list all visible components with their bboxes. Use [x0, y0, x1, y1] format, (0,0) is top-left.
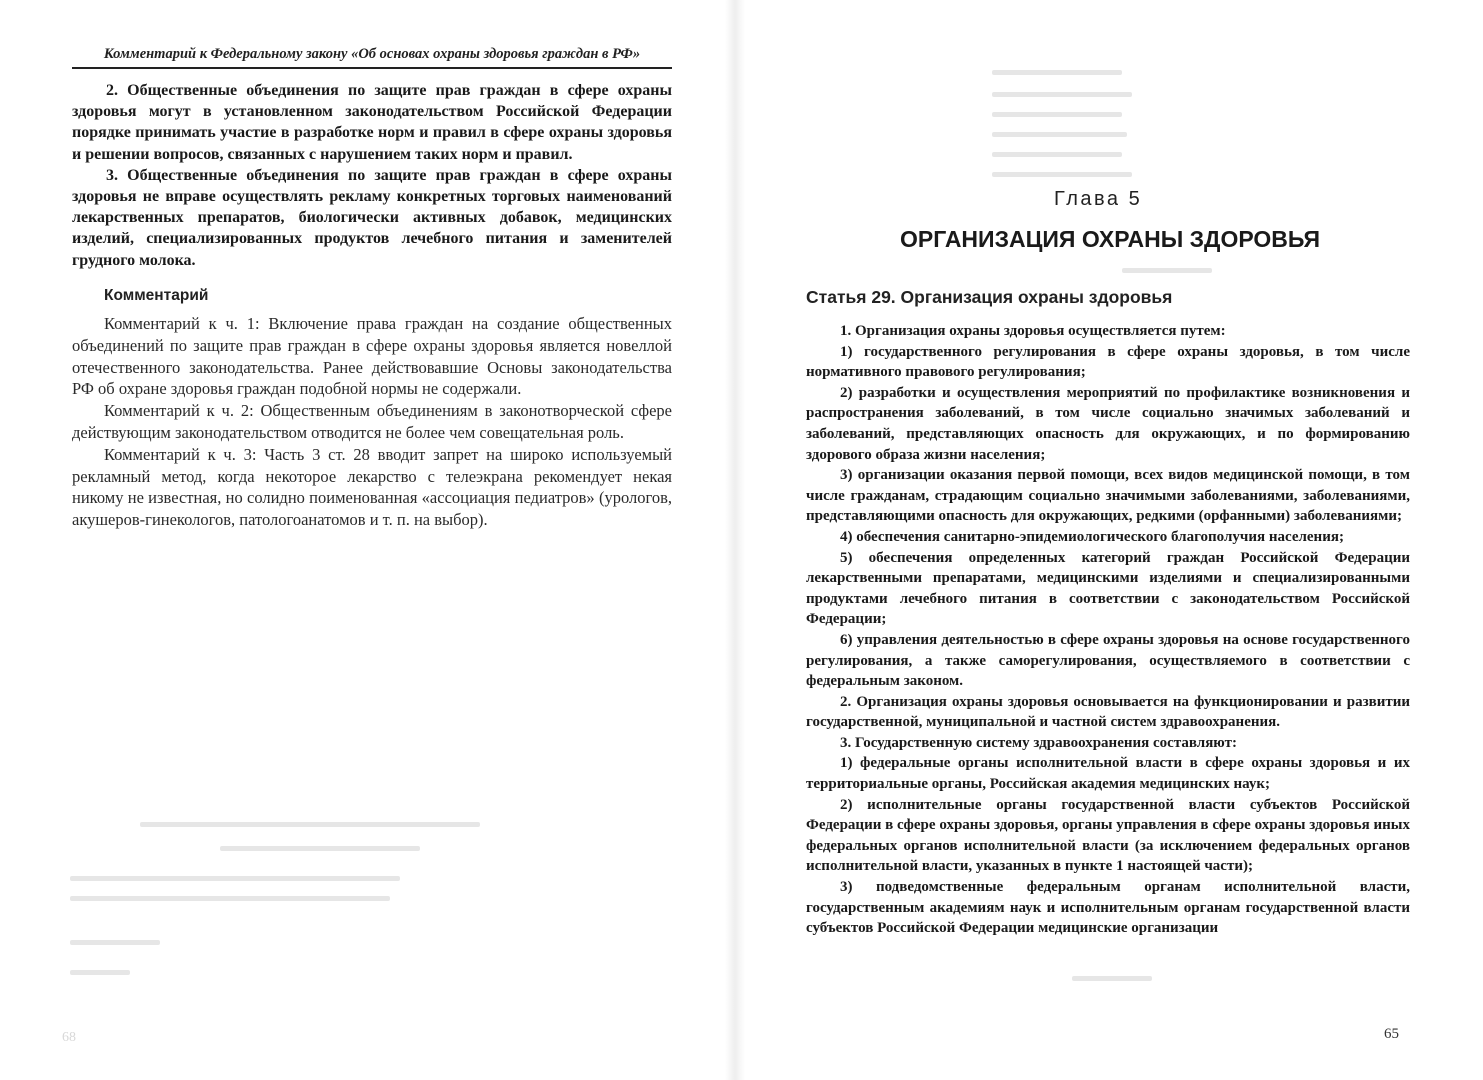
article-paragraph: 2) разработки и осуществления мероприятий по профилактике возникновения и распространения заболеваний, в том числе социально значимых заболеваний и заболеваний, представляющих опасность для окружающих, и по формированию здорового образа жизни населения;	[806, 384, 1410, 463]
bleed-line	[992, 112, 1122, 117]
bleed-line	[992, 132, 1127, 137]
article-paragraph: 1) государственного регулирования в сфере охраны здоровья, в том числе нормативного правового регулирования;	[806, 343, 1410, 381]
article-paragraph: 5) обеспечения определенных категорий граждан Российской Федерации лекарственными препаратами, медицинскими изделиями и специализированными продуктами лечебного питания в соответствии с законодательством Российской Федерации;	[806, 549, 1410, 628]
page-number: 65	[1384, 1026, 1399, 1042]
bleed-line	[992, 172, 1132, 177]
comment-paragraph: Комментарий к ч. 3: Часть 3 ст. 28 вводит запрет на широко используемый рекламный метод, когда некоторое лекарство с телеэкрана рекомендует некая никому не известная, но солидно поименованная «ассоциация педиатров» (урологов, акушеров-гинекологов, патологоанатомов и т. п. на выбор).	[72, 444, 672, 530]
bleed-line	[70, 896, 390, 901]
article-title: Статья 29. Организация охраны здоровья	[806, 287, 1173, 307]
bleed-line	[220, 846, 420, 851]
bleed-line	[992, 92, 1132, 97]
page-number: 68	[62, 1030, 76, 1045]
article-paragraph: 1. Организация охраны здоровья осуществляется путем:	[840, 323, 1226, 339]
article-paragraph: 2. Организация охраны здоровья основывается на функционировании и развитии государственной, муниципальной и частной систем здравоохранения.	[806, 693, 1410, 731]
article-paragraph: 2) исполнительные органы государственной власти субъектов Российской Федерации в сфере охраны здоровья, органы управления в сфере охраны здоровья иных федеральных органов исполнительной власти (за исключением федеральных органов исполнительной власти, указанных в пункте 1 настоящей части);	[806, 796, 1410, 875]
comment-text	[72, 313, 672, 531]
article-paragraph: 3. Государственную систему здравоохранения составляют:	[840, 734, 1237, 751]
bleed-line	[992, 70, 1122, 75]
bleed-line	[140, 822, 480, 827]
bleed-line	[1122, 268, 1212, 273]
bleed-line	[1072, 976, 1152, 981]
law-text	[72, 80, 672, 271]
bleed-line	[70, 876, 400, 881]
bleed-line	[70, 970, 130, 975]
comment-paragraph: Комментарий к ч. 2: Общественным объединениям в законотворческой сфере действующим законодательством отводится не более чем совещательная роль.	[72, 401, 672, 442]
article-paragraph: 3) организации оказания первой помощи, всех видов медицинской помощи, в том числе гражданам, страдающим социально значимыми заболеваниями, заболеваниями, представляющими опасность для окружающих, редкими (орфанными) заболеваниями;	[806, 467, 1410, 525]
bleed-line	[70, 940, 160, 945]
article-paragraph: 3) подведомственные федеральным органам исполнительной власти, государственным академиям наук и исполнительным органам государственной власти субъектов Российской Федерации медицинские организации	[806, 879, 1410, 937]
law-paragraph: 2. Общественные объединения по защите прав граждан в сфере охраны здоровья могут в установленном законодательством Российской Федерации порядке принимать участие в разработке норм и правил в сфере охраны здоровья и решении вопросов, связанных с нарушением таких норм и правил.	[72, 82, 672, 163]
article-paragraph: 6) управления деятельностью в сфере охраны здоровья на основе государственного регулирования, а также саморегулирования, осуществляемого в соответствии с федеральным законом.	[806, 631, 1410, 690]
comment-paragraph: Комментарий к ч. 1: Включение права граждан на создание общественных объединений по защите прав граждан в сфере охраны здоровья является новеллой отечественного законодательства. Ранее действовавшие Основы законодательства РФ об охране здоровья граждан подобной нормы не содержали.	[72, 314, 672, 399]
chapter-title: ОРГАНИЗАЦИЯ ОХРАНЫ ЗДОРОВЬЯ	[900, 226, 1321, 252]
running-header: Комментарий к Федеральному закону «Об основах охраны здоровья граждан в РФ»	[72, 46, 672, 69]
article-body	[806, 321, 1410, 939]
law-paragraph: 3. Общественные объединения по защите прав граждан в сфере охраны здоровья не вправе осуществлять рекламу конкретных торговых наименований лекарственных препаратов, биологически активных добавок, медицинских изделий, специализированных продуктов лечебного питания и заменителей грудного молока.	[72, 166, 672, 269]
chapter-label: Глава 5	[1054, 188, 1143, 210]
article-paragraph: 1) федеральные органы исполнительной власти в сфере охраны здоровья и их территориальные органы, Российская академия медицинских наук;	[806, 755, 1410, 793]
comment-heading: Комментарий	[104, 287, 209, 304]
article-paragraph: 4) обеспечения санитарно-эпидемиологического благополучия населения;	[840, 528, 1344, 545]
right-page	[742, 0, 1483, 1080]
bleed-line	[992, 152, 1122, 157]
left-page	[0, 0, 740, 1080]
